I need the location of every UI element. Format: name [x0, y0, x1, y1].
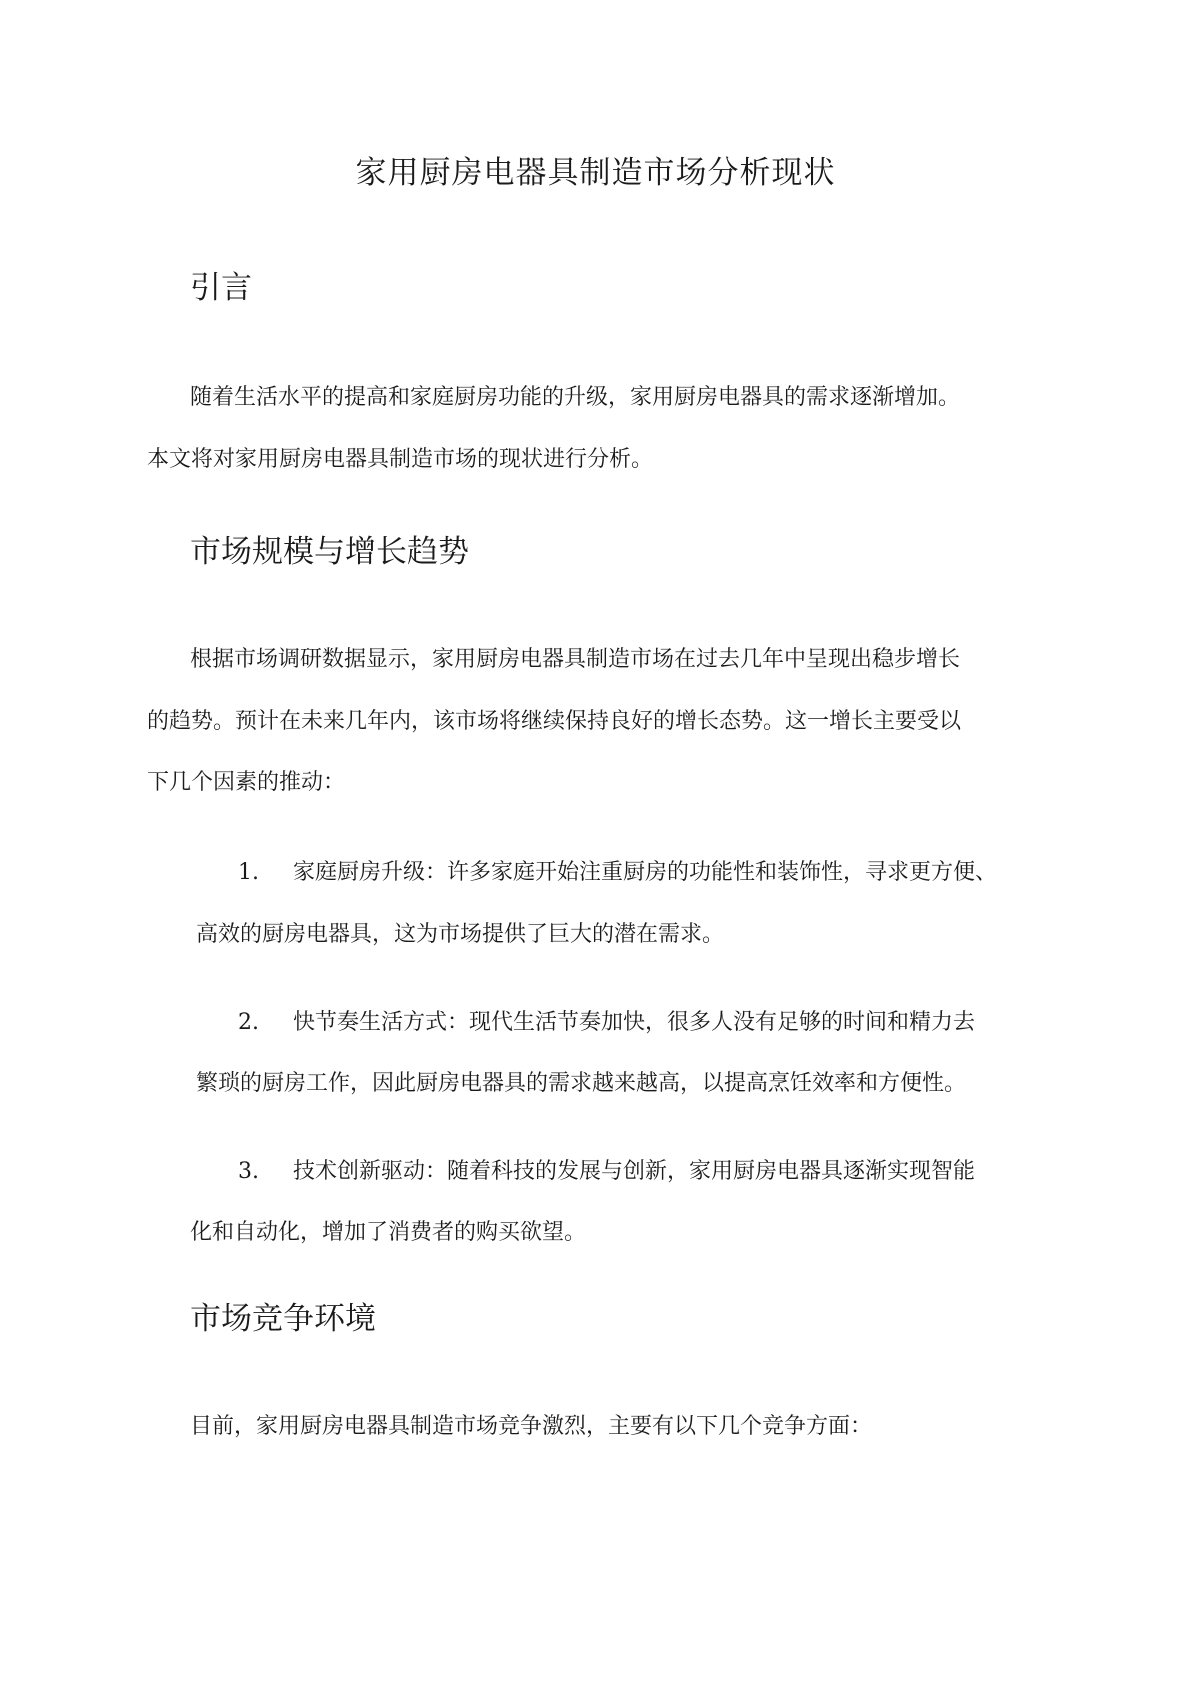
market-size-paragraph-line: 根据市场调研数据显示，家用厨房电器具制造市场在过去几年中呈现出稳步增长 — [190, 647, 961, 672]
section-heading-intro: 引言 — [190, 270, 252, 306]
intro-paragraph-line: 随着生活水平的提高和家庭厨房功能的升级，家用厨房电器具的需求逐渐增加。 — [190, 385, 961, 410]
market-size-paragraph-line: 的趋势。预计在未来几年内，该市场将继续保持良好的增长态势。这一增长主要受以 — [147, 709, 962, 734]
market-size-paragraph-line: 下几个因素的推动： — [147, 770, 346, 795]
competition-paragraph-line: 目前，家用厨房电器具制造市场竞争激烈，主要有以下几个竞争方面： — [190, 1414, 873, 1439]
list-item — [238, 1008, 975, 1038]
section-heading-market-size: 市场规模与增长趋势 — [190, 534, 469, 570]
intro-paragraph-line: 本文将对家用厨房电器具制造市场的现状进行分析。 — [147, 447, 654, 472]
list-item-continuation: 高效的厨房电器具，这为市场提供了巨大的潜在需求。 — [196, 922, 725, 947]
list-item-number: 1. — [238, 860, 259, 885]
document-title: 家用厨房电器具制造市场分析现状 — [355, 155, 836, 191]
list-item — [238, 1157, 975, 1187]
list-item-continuation: 繁琐的厨房工作，因此厨房电器具的需求越来越高，以提高烹饪效率和方便性。 — [196, 1071, 967, 1096]
list-item-number: 2. — [238, 1010, 259, 1035]
list-item-text: 家庭厨房升级：许多家庭开始注重厨房的功能性和装饰性，寻求更方便、 — [293, 860, 998, 885]
section-heading-competition: 市场竞争环境 — [190, 1301, 376, 1337]
list-item-text: 技术创新驱动：随着科技的发展与创新，家用厨房电器具逐渐实现智能 — [293, 1159, 976, 1184]
list-item-number: 3. — [238, 1159, 259, 1184]
list-item-continuation: 化和自动化，增加了消费者的购买欲望。 — [190, 1220, 587, 1245]
list-item — [238, 858, 997, 888]
list-item-text: 快节奏生活方式：现代生活节奏加快，很多人没有足够的时间和精力去 — [293, 1010, 976, 1035]
